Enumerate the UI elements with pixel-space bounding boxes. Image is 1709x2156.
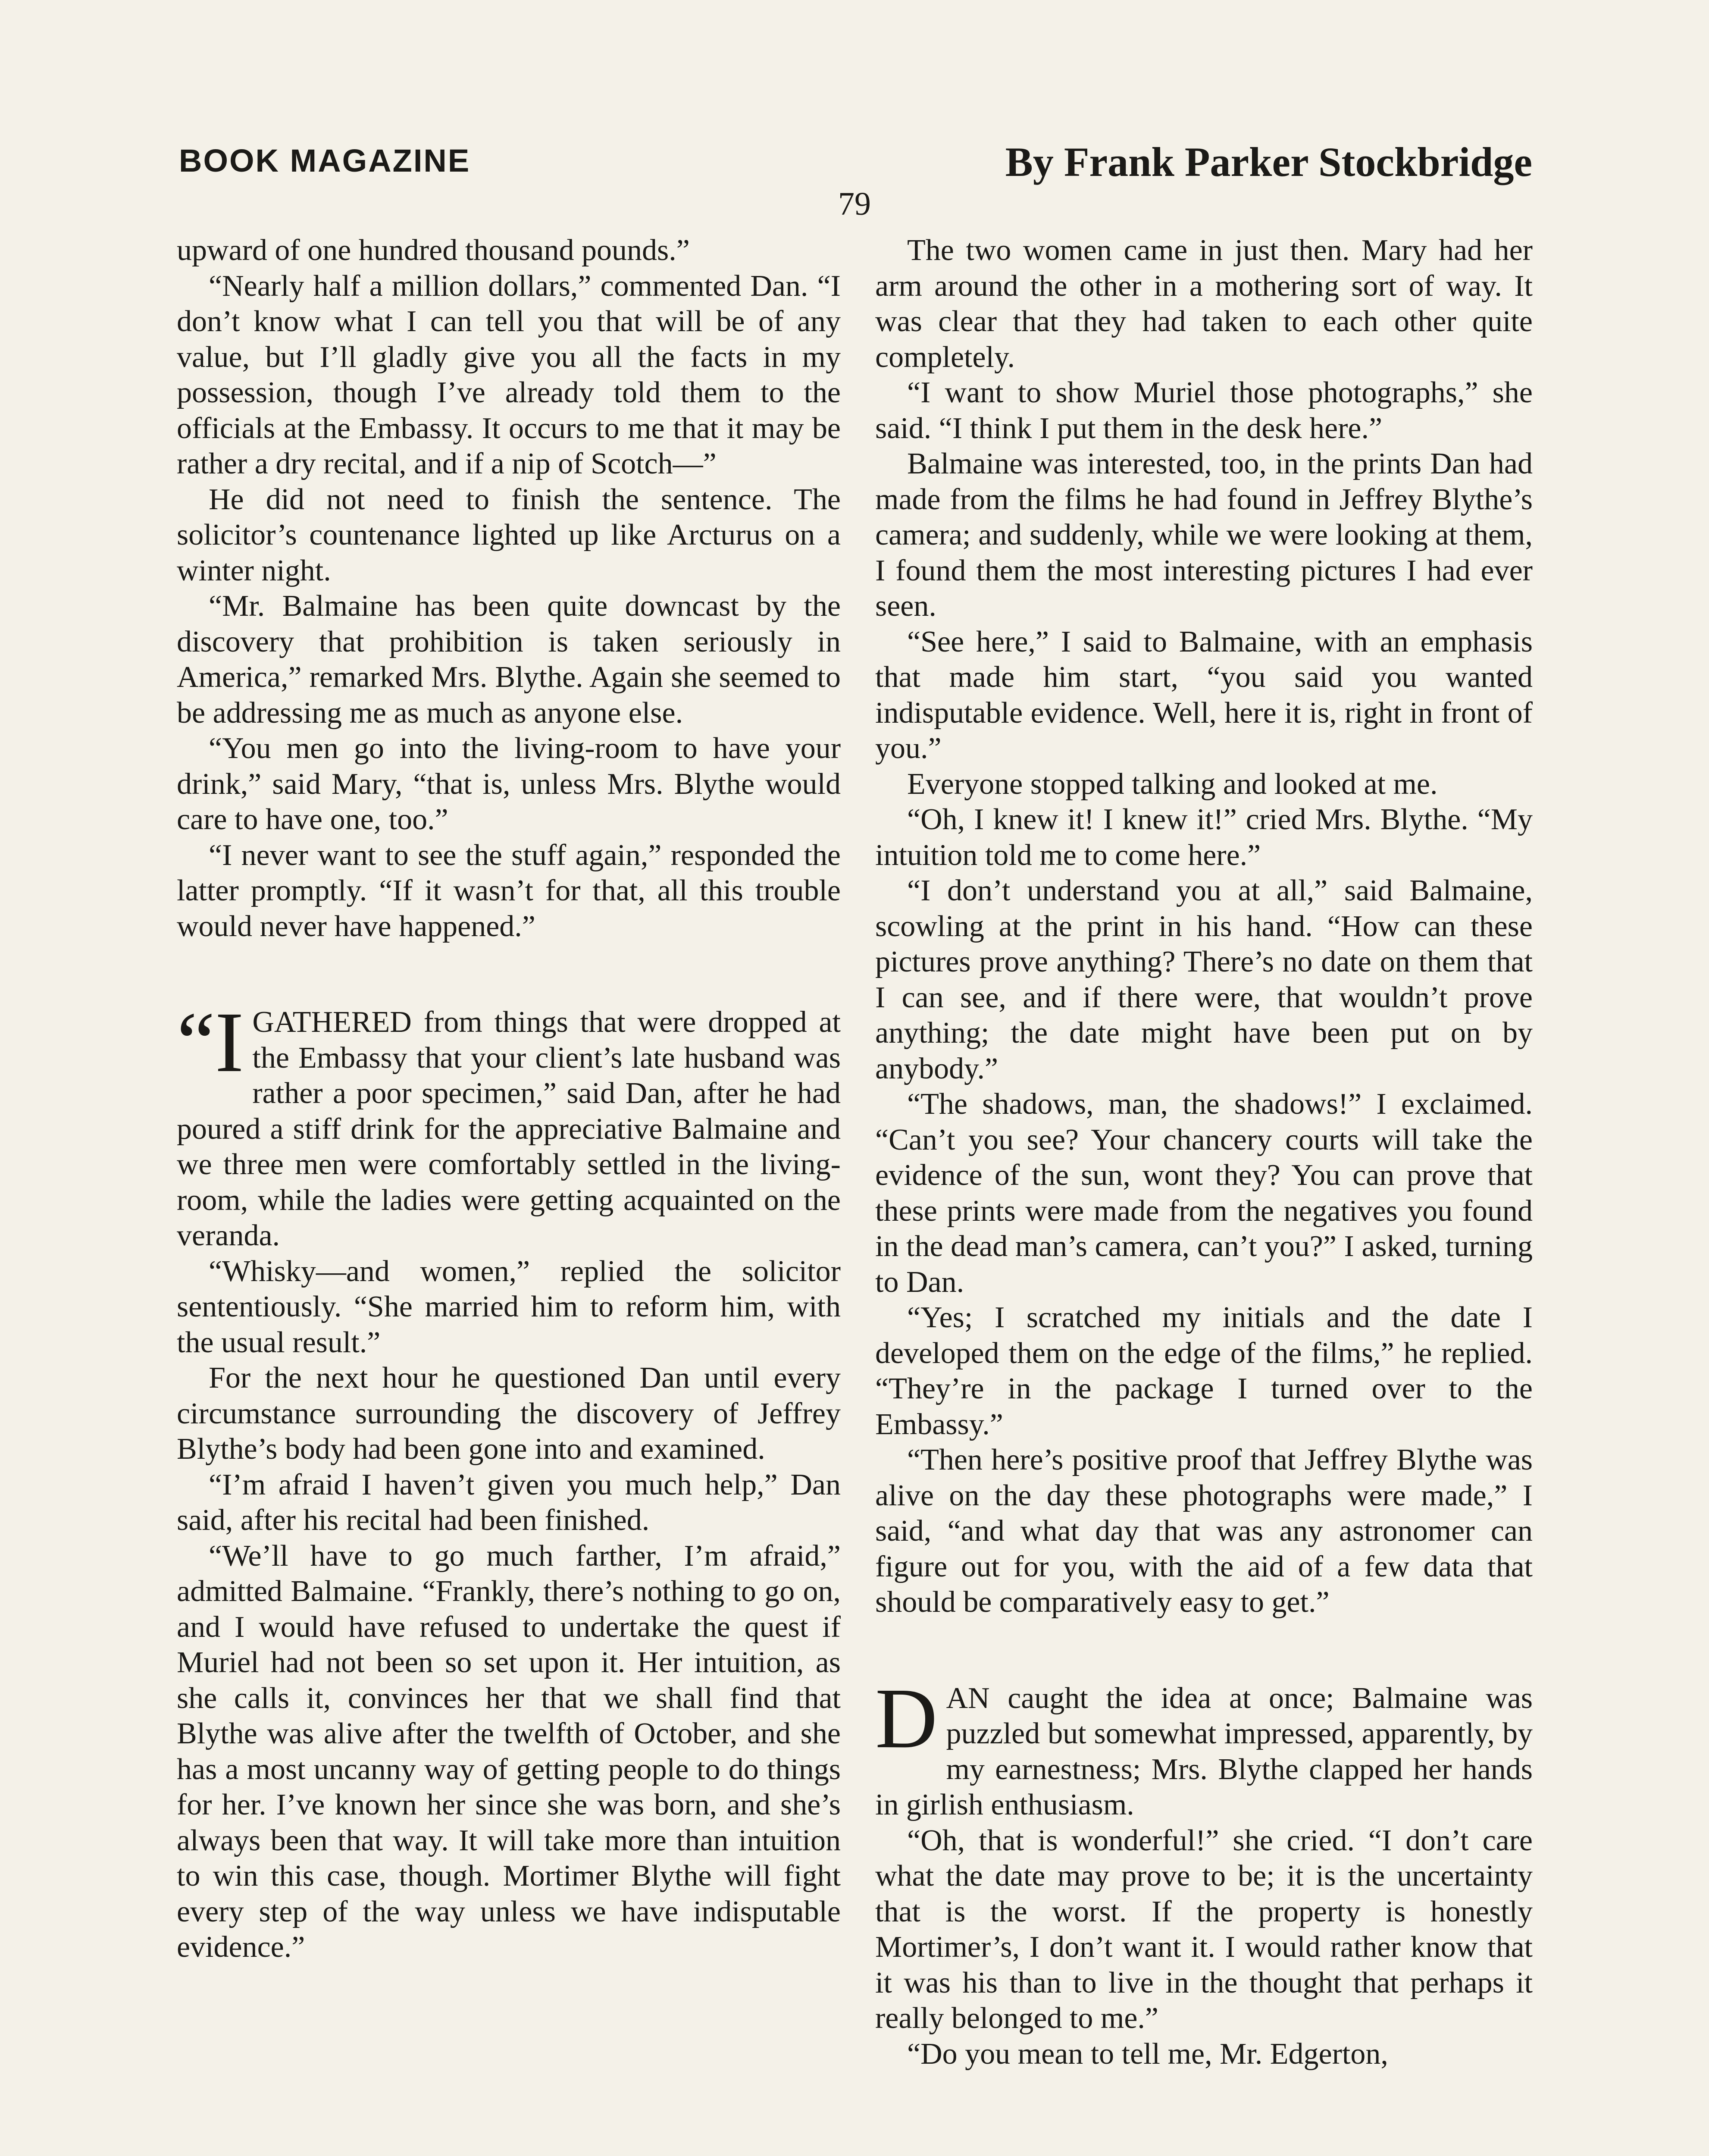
paragraph: “Nearly half a million dollars,” commented Dan. “I don’t know what I can tell you that will be of any value, but I’ll gladly give you all the facts in my possession, though I’ve already told them to the officials at the Embassy. It occurs to me that it may be rather a dry recital, and if a nip of Scotch—” (177, 269, 841, 480)
paragraph: “Oh, that is wonderful!” she cried. “I don’t care what the date may prove to be; it is the uncertainty that is the worst. If the property is honestly Mortimer’s, I don’t want it. I would rather know that it was his than to live in the thought that perhaps it really belonged to me.” (875, 1824, 1533, 2035)
paragraph: “Mr. Balmaine has been quite downcast by the discovery that prohibition is taken seriously in America,” remarked Mrs. Blythe. Again she seemed to be addressing me as much as anyone else. (177, 589, 841, 730)
magazine-title: BOOK MAGAZINE (179, 143, 471, 179)
paragraph: “I never want to see the stuff again,” responded the latter promptly. “If it wasn’t for that, all this trouble would never have happened.” (177, 838, 841, 943)
paragraph: “Oh, I knew it! I knew it!” cried Mrs. Blythe. “My intuition told me to come here.” (875, 803, 1533, 872)
paragraph: “Do you mean to tell me, Mr. Edgerton, (907, 2037, 1388, 2071)
paragraph: “Then here’s positive proof that Jeffrey Blythe was alive on the day these photographs were made,” I said, “and what day that was any astronomer can figure out for you, with the aid of a few data that should be comparatively easy to get.” (875, 1443, 1533, 1619)
paragraph: “Yes; I scratched my initials and the date I developed them on the edge of the films,” he replied. “They’re in the package I turned over to the Embassy.” (875, 1301, 1533, 1441)
paragraph: “Whisky—and women,” replied the solicitor sententiously. “She married him to reform him, with the usual result.” (177, 1254, 841, 1359)
paragraph: Everyone stopped talking and looked at me. (907, 767, 1438, 801)
right-column (875, 233, 1533, 2072)
left-column (177, 233, 841, 1965)
drop-cap: “I (177, 995, 244, 1090)
paragraph: “I’m afraid I haven’t given you much help,” Dan said, after his recital had been finished. (177, 1468, 841, 1537)
paragraph: For the next hour he questioned Dan until every circumstance surrounding the discovery of Jeffrey Blythe’s body had been gone into and examined. (177, 1361, 841, 1466)
page-number: 79 (838, 186, 871, 222)
drop-cap: D (875, 1670, 938, 1766)
paragraph: “You men go into the living-room to have your drink,” said Mary, “that is, unless Mrs. Blythe would care to have one, too.” (177, 732, 841, 836)
paragraph: “We’ll have to go much farther, I’m afraid,” admitted Balmaine. “Frankly, there’s nothing to go on, and I would have refused to undertake the quest if Muriel had not been so set upon it. Her intuition, as she calls it, convinces her that we shall find that Blythe was alive after the twelfth of October, and she has a most uncanny way of getting people to do things for her. I’ve known her since she was born, and she’s always been that way. It will take more than intuition to win this case, though. Mortimer Blythe will fight every step of the way unless we have indisputable evidence.” (177, 1539, 841, 1964)
paragraph: upward of one hundred thousand pounds.” (177, 234, 690, 267)
paragraph: “I want to show Muriel those photographs,” she said. “I think I put them in the desk here.” (875, 376, 1533, 445)
paragraph: He did not need to finish the sentence. The solicitor’s countenance lighted up like Arcturus on a winter night. (177, 483, 841, 587)
paragraph: Balmaine was interested, too, in the prints Dan had made from the films he had found in Jeffrey Blythe’s camera; and suddenly, while we were looking at them, I found them the most interesting pictures I had ever seen. (875, 447, 1533, 623)
author-byline: By Frank Parker Stockbridge (1005, 139, 1532, 185)
paragraph: “I don’t understand you at all,” said Balmaine, scowling at the print in his hand. “How can these pictures prove anything? There’s no date on them that I can see, and if there were, that wouldn’t prove anything; the date might have been put on by anybody.” (875, 874, 1533, 1085)
paragraph-text: from things that were dropped at the Embassy that your client’s late husband was rather a poor specimen,” said Dan, after he had poured a stiff drink for the appreciative Balmaine and we three men were comfortably settled in the living-room, while the ladies were getting acquainted on the veranda. (177, 1006, 841, 1252)
paragraph: “The shadows, man, the shadows!” I exclaimed. “Can’t you see? Your chancery courts will take the evidence of the sun, wont they? You can prove that these prints were made from the negatives you found in the dead man’s camera, can’t you?” I asked, turning to Dan. (875, 1087, 1533, 1299)
section-opening-paragraph (177, 995, 841, 1254)
paragraph-text: caught the idea at once; Balmaine was puzzled but somewhat impressed, apparently, by my earnestness; Mrs. Blythe clapped her hands in girlish enthusiasm. (875, 1681, 1533, 1821)
paragraph: The two women came in just then. Mary had her arm around the other in a mothering sort of way. It was clear that they had taken to each other quite completely. (875, 234, 1533, 374)
section-opening-paragraph (875, 1670, 1533, 1823)
paragraph: “See here,” I said to Balmaine, with an emphasis that made him start, “you said you wanted indisputable evidence. Well, here it is, right in front of you.” (875, 625, 1533, 765)
lead-word: AN (946, 1681, 990, 1715)
lead-word: GATHERED (252, 1006, 412, 1039)
